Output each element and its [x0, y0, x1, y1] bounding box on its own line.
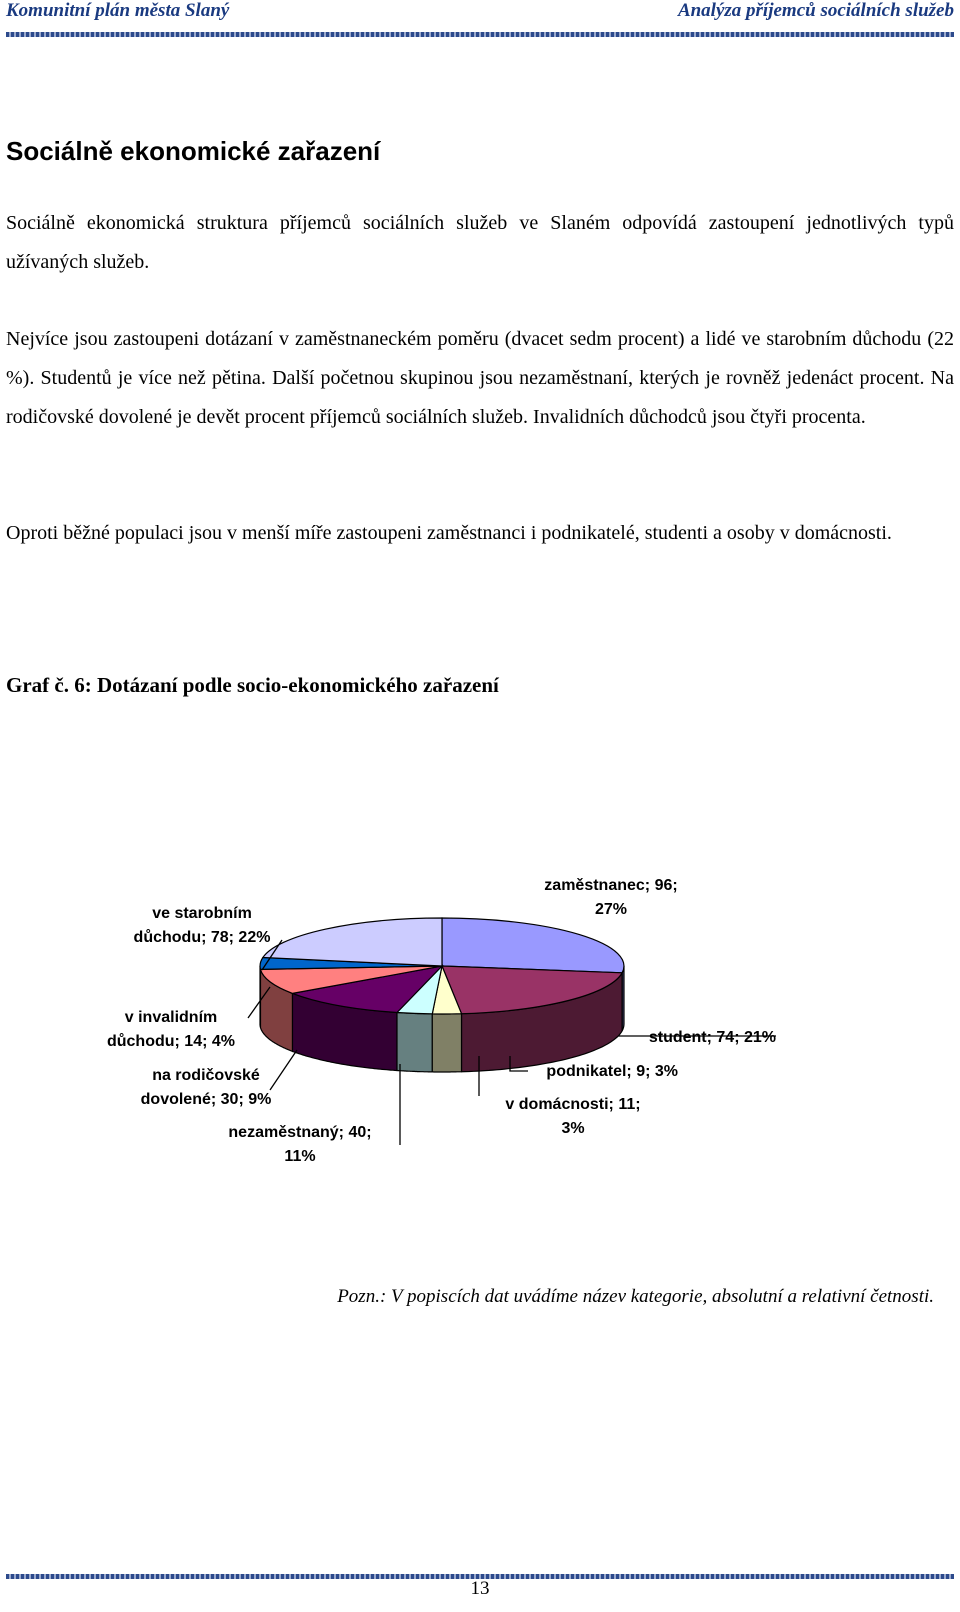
data-label: dovolené; 30; 9% — [140, 1091, 272, 1108]
section-heading: Sociálně ekonomické zařazení — [6, 136, 381, 166]
paragraph-1: Sociálně ekonomická struktura příjemců sociálních služeb ve Slaném odpovídá zastoupení jednotlivých typů užívaných služeb. — [6, 212, 954, 273]
leader-line — [270, 1050, 297, 1090]
pie-side-v-domácnosti — [397, 1013, 432, 1072]
page-number: 13 — [470, 1578, 490, 1599]
data-label: 11% — [284, 1148, 316, 1165]
figure-caption: Graf č. 6: Dotázaní podle socio-ekonomického zařazení — [6, 673, 499, 697]
paragraph-3: Oproti běžné populaci jsou v menší míře zastoupeni zaměstnanci i podnikatelé, studenti a osoby v domácnosti. — [6, 522, 892, 544]
footnote-prefix: Pozn.: — [337, 1286, 387, 1307]
pie-slice-ve-starobním-důchodu — [263, 918, 442, 966]
data-label: důchodu; 78; 22% — [133, 929, 271, 946]
data-label: 27% — [594, 901, 628, 918]
data-label: zaměstnanec; 96; — [544, 877, 678, 894]
pie-chart — [0, 850, 960, 1190]
data-label: 3% — [561, 1120, 585, 1137]
data-label: na rodičovské — [152, 1067, 260, 1084]
paragraph-2: Nejvíce jsou zastoupeni dotázaní v zaměstnaneckém poměru (dvacet sedm procent) a lidé ve starobním důchodu (22 %). Studentů je více než pětina. Další početnou skupinou jsou nezaměstnaní, kterých je rovněž jedenáct procent. Na rodičovské dovolené je devět procent příjemců sociálních služeb. Invalidních důchodců jsou čtyři procenta. — [6, 328, 954, 428]
footnote — [337, 1286, 934, 1308]
pie-slice-zaměstnanec — [442, 918, 624, 973]
pie-side-podnikatel — [432, 1014, 461, 1072]
header-left-title: Komunitní plán města Slaný — [6, 0, 230, 21]
page-header — [6, 0, 954, 26]
footnote-text: V popiscích dat uvádíme název kategorie, absolutní a relativní četnosti. — [386, 1286, 934, 1307]
header-right-title: Analýza příjemců sociálních služeb — [677, 0, 954, 21]
data-label: podnikatel; 9; 3% — [546, 1063, 678, 1080]
data-label: v domácnosti; 11; — [505, 1096, 641, 1113]
data-label: důchodu; 14; 4% — [106, 1033, 236, 1050]
data-label: ve starobním — [152, 905, 252, 922]
header-rule — [6, 32, 954, 37]
data-label: v invalidním — [124, 1009, 218, 1026]
data-label: nezaměstnaný; 40; — [228, 1124, 372, 1141]
data-label: student; 74; 21% — [648, 1029, 776, 1046]
